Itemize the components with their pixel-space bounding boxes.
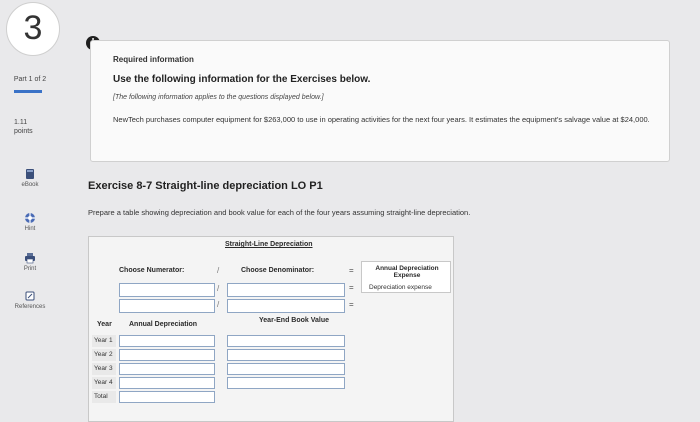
numerator-label: Choose Numerator: (119, 267, 185, 274)
printer-icon (24, 252, 36, 264)
references-icon (24, 290, 36, 302)
references-label: References (14, 304, 46, 310)
question-number: 3 (6, 2, 60, 56)
book-value-input[interactable] (227, 377, 345, 389)
exercise-title: Exercise 8-7 Straight-line depreciation LO P1 (88, 180, 323, 192)
result-label: Annual Depreciation Expense (375, 265, 439, 279)
col-book-header: Year-End Book Value (259, 317, 330, 324)
year-label: Year 2 (92, 349, 116, 361)
annual-depreciation-input[interactable] (119, 363, 215, 375)
book-icon (24, 168, 36, 180)
depreciation-table (88, 236, 454, 422)
references-button[interactable] (10, 290, 50, 310)
year-label: Year 4 (92, 377, 116, 389)
book-value-input[interactable] (227, 363, 345, 375)
denominator-input-1[interactable] (227, 283, 345, 297)
points-label: points (14, 128, 33, 135)
denominator-label: Choose Denominator: (241, 267, 315, 274)
divider-symbol: / (217, 266, 220, 275)
print-label: Print (23, 266, 37, 272)
annual-depreciation-input[interactable] (119, 349, 215, 361)
year-label: Year 3 (92, 363, 116, 375)
divider-symbol-3: / (217, 300, 220, 309)
required-info-panel (90, 40, 670, 162)
points-value: 1.11 (14, 119, 28, 126)
exercise-instructions: Prepare a table showing depreciation and book value for each of the four years assuming straight-line depreciation. (88, 208, 471, 217)
info-heading: Required information (113, 55, 194, 64)
hint-button[interactable] (10, 212, 50, 232)
denominator-input-2[interactable] (227, 299, 345, 313)
numerator-input-1[interactable] (119, 283, 215, 297)
info-body: NewTech purchases computer equipment for $263,000 to use in operating activities for the next four years. It estimates the equipment's salvage value at $24,000. (113, 115, 650, 124)
info-subheading: Use the following information for the Exercises below. (113, 74, 371, 85)
part-indicator: Part 1 of 2 (13, 76, 47, 83)
points-block (14, 118, 74, 136)
year-label: Year 1 (92, 335, 116, 347)
book-value-input[interactable] (227, 335, 345, 347)
col-annual-header: Annual Depreciation (129, 321, 198, 328)
ebook-button[interactable] (10, 168, 50, 188)
equals-symbol-2: = (349, 283, 354, 292)
equals-symbol-3: = (349, 300, 354, 309)
ebook-label: eBook (21, 182, 39, 188)
divider-symbol-2: / (217, 284, 220, 293)
numerator-input-2[interactable] (119, 299, 215, 313)
equals-symbol: = (349, 266, 354, 275)
annual-depreciation-input[interactable] (119, 335, 215, 347)
book-value-input[interactable] (227, 349, 345, 361)
col-year-header: Year (97, 321, 112, 328)
hint-label: Hint (24, 226, 36, 232)
table-title: Straight-Line Depreciation (225, 241, 313, 248)
info-note: [The following information applies to the questions displayed below.] (113, 94, 324, 101)
total-label: Total (92, 391, 116, 403)
depreciation-expense-label: Depreciation expense (369, 284, 432, 291)
lifebuoy-icon (24, 212, 36, 224)
total-depreciation-input[interactable] (119, 391, 215, 403)
print-button[interactable] (10, 252, 50, 272)
part-progress-bar (14, 90, 42, 93)
annual-depreciation-input[interactable] (119, 377, 215, 389)
